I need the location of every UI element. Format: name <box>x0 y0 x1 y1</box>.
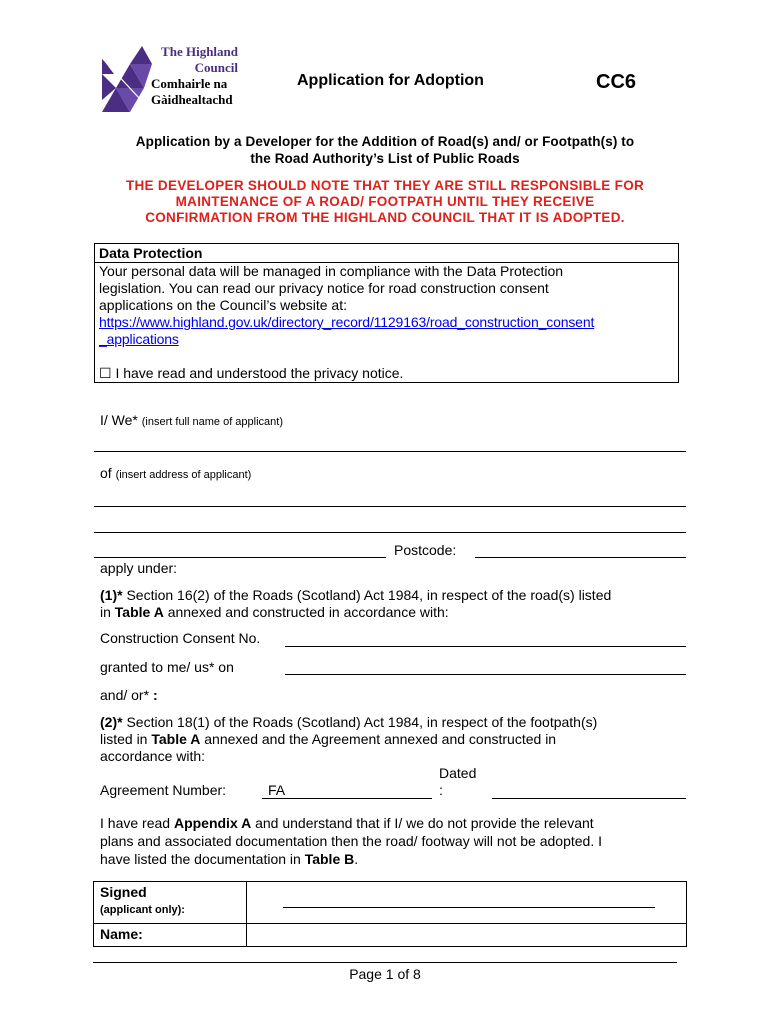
logo-line-1: The Highland <box>161 44 238 59</box>
link-line-1: https://www.highland.gov.uk/directory_record/1129163/road_construction_consent <box>99 314 595 330</box>
section-1-in: in <box>100 604 111 620</box>
privacy-checkbox-row[interactable] <box>99 365 674 383</box>
section-1-line-1: Section 16(2) of the Roads (Scotland) Act 1984, in respect of the road(s) listed <box>126 587 612 603</box>
applicant-address-label <box>100 465 251 484</box>
postcode-label: Postcode: <box>394 542 457 558</box>
applicant-name-label <box>100 412 283 431</box>
section-2-listed-in: listed in <box>100 731 148 747</box>
apply-under-text: apply under: <box>100 560 178 576</box>
privacy-checkbox[interactable]: ☐ <box>99 366 112 382</box>
section-2-line-1: Section 18(1) of the Roads (Scotland) Act 1984, in respect of the footpath(s) <box>126 714 598 730</box>
data-protection-box <box>94 243 679 383</box>
dated-colon: : <box>439 782 443 798</box>
section-2-line-2: annexed and the Agreement annexed and constructed in <box>204 731 557 747</box>
warning-notice <box>80 178 690 226</box>
signature-field[interactable] <box>247 882 687 924</box>
appendix-l1-pre: I have read <box>100 815 171 831</box>
agreement-number-label: Agreement Number: <box>100 782 227 798</box>
signed-sublabel: (applicant only): <box>100 904 185 916</box>
name-label: I/ We* <box>100 412 138 428</box>
postcode-field[interactable] <box>475 557 686 558</box>
and-or-label: and/ or* <box>100 687 150 703</box>
and-or-text <box>100 687 158 704</box>
signature-table <box>93 881 687 947</box>
applicant-name-field[interactable] <box>94 451 686 452</box>
name-hint: (insert full name of applicant) <box>141 416 283 428</box>
address-field-line-3[interactable] <box>94 557 386 558</box>
signature-name-field[interactable] <box>247 924 687 947</box>
agreement-number-field[interactable] <box>262 798 432 799</box>
signature-name-label: Name: <box>100 926 143 942</box>
page-title: Application for Adoption <box>297 72 484 89</box>
logo-triangles-icon <box>98 44 154 114</box>
data-protection-heading: Data Protection <box>95 244 678 263</box>
form-code: CC6 <box>596 71 637 93</box>
subtitle-line-2: the Road Authority’s List of Public Roads <box>250 151 520 166</box>
dp-line-3: applications on the Council’s website at: <box>99 297 348 313</box>
granted-on-field[interactable] <box>285 674 686 675</box>
council-logo <box>98 44 248 114</box>
form-subtitle <box>90 133 680 167</box>
privacy-checkbox-label: I have read and understood the privacy notice. <box>115 365 404 381</box>
footer-divider <box>93 962 677 963</box>
dated-label: Dated <box>439 765 477 781</box>
table-b-ref: Table B <box>304 851 355 867</box>
dp-line-1: Your personal data will be managed in compliance with the Data Protection <box>99 263 564 279</box>
logo-line-3: Comhairle na <box>151 76 228 91</box>
section-2-text <box>100 714 680 765</box>
appendix-l1-post: and understand that if I/ we do not provide the relevant <box>255 815 594 831</box>
warning-line-2: MAINTENANCE OF A ROAD/ FOOTPATH UNTIL THEY RECEIVE <box>175 194 595 209</box>
privacy-notice-link[interactable] <box>99 314 674 348</box>
dated-field[interactable] <box>492 798 686 799</box>
section-1-text <box>100 587 680 621</box>
warning-line-3: CONFIRMATION FROM THE HIGHLAND COUNCIL THAT IT IS ADOPTED. <box>145 210 625 225</box>
consent-number-label: Construction Consent No. <box>100 630 261 646</box>
address-field-line-2[interactable] <box>94 532 686 533</box>
agreement-number-value: FA <box>268 782 286 798</box>
link-line-2: _applications <box>99 331 179 347</box>
address-label: of <box>100 465 112 481</box>
signed-label: Signed <box>100 884 147 900</box>
section-2-line-3: accordance with: <box>100 748 206 764</box>
appendix-l3-period: . <box>354 851 359 867</box>
name-label-cell <box>94 924 247 947</box>
logo-line-2: Council <box>194 60 238 75</box>
section-2-number: (2)* <box>100 714 123 730</box>
section-1-table-ref: Table A <box>114 604 164 620</box>
appendix-line-2: plans and associated documentation then the road/ footway will not be adopted. I <box>100 833 603 849</box>
signature-line <box>283 907 655 908</box>
granted-on-label: granted to me/ us* on <box>100 659 234 675</box>
section-1-line-2: annexed and constructed in accordance with: <box>167 604 449 620</box>
consent-number-field[interactable] <box>285 646 686 647</box>
subtitle-line-1: Application by a Developer for the Addition of Road(s) and/ or Footpath(s) to <box>135 134 635 149</box>
logo-line-4: Gàidhealtachd <box>151 92 233 107</box>
address-field-line-1[interactable] <box>94 506 686 507</box>
data-protection-text <box>95 263 678 383</box>
signed-label-cell <box>94 882 247 924</box>
warning-line-1: THE DEVELOPER SHOULD NOTE THAT THEY ARE STILL RESPONSIBLE FOR <box>125 178 645 193</box>
and-or-colon: : <box>152 687 158 703</box>
section-2-table-ref: Table A <box>151 731 201 747</box>
page-number: Page 1 of 8 <box>349 966 421 982</box>
appendix-statement <box>100 814 680 868</box>
dp-line-2: legislation. You can read our privacy notice for road construction consent <box>99 280 549 296</box>
appendix-ref: Appendix A <box>173 815 252 831</box>
section-1-number: (1)* <box>100 587 123 603</box>
address-hint: (insert address of applicant) <box>115 469 252 481</box>
appendix-l3-pre: have listed the documentation in <box>100 851 301 867</box>
